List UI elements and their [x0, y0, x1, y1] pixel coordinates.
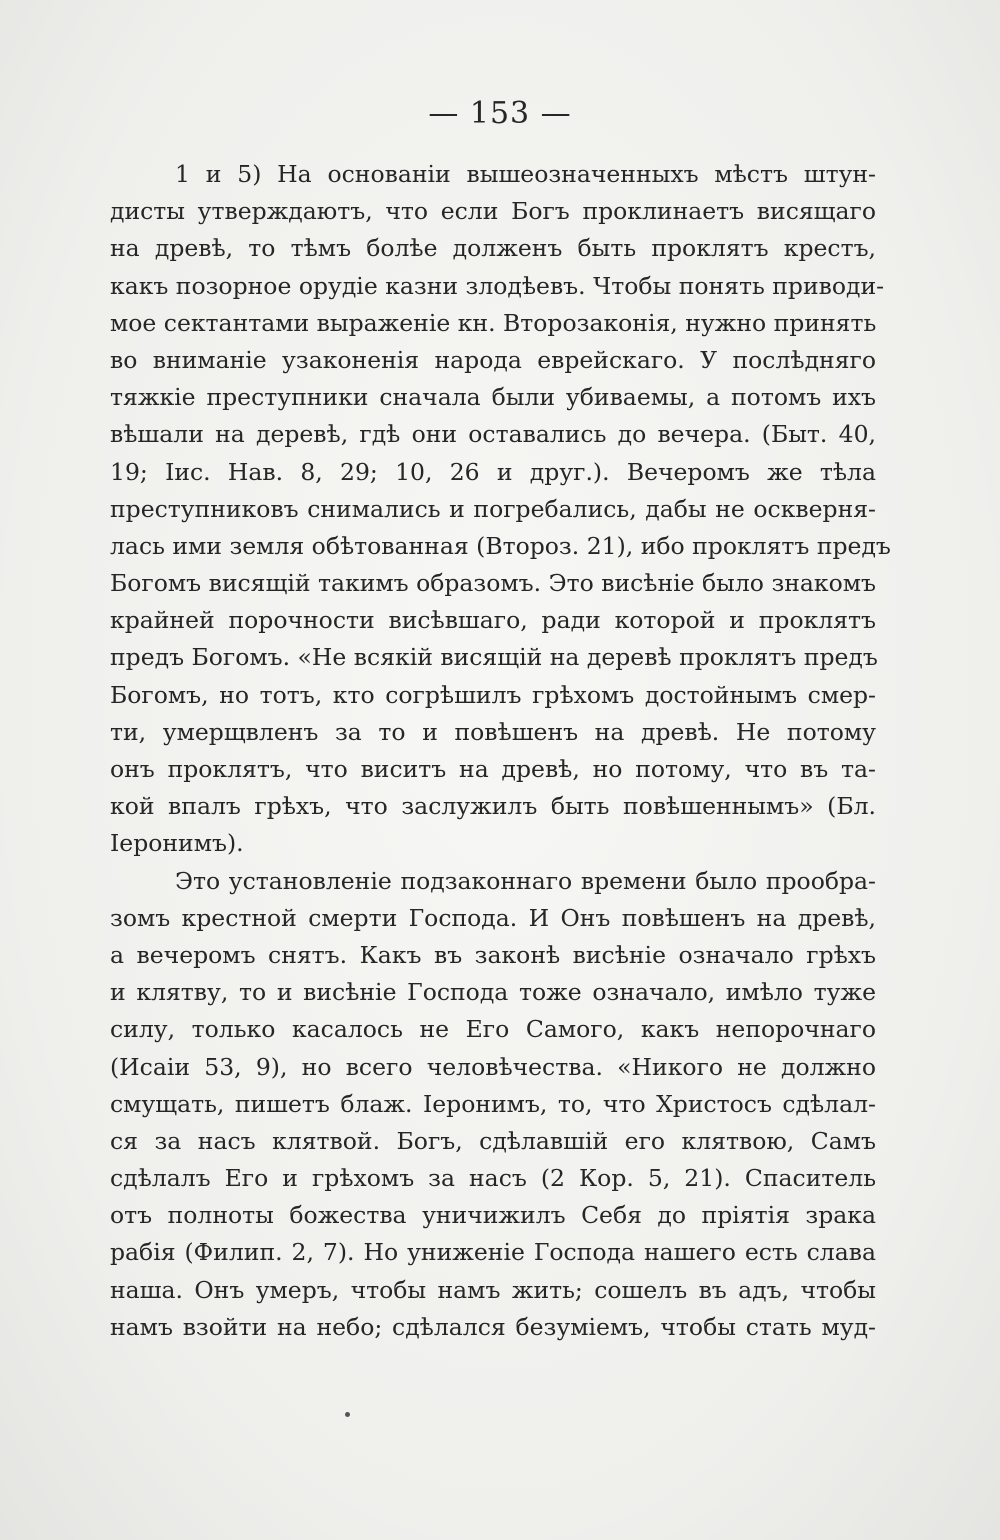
text-line: Это установленіе подзаконнаго времени было прообра- [175, 866, 876, 895]
text-line: (Исаіи 53, 9), но всего человѣчества. «Никого не должно [110, 1052, 876, 1081]
text-line: ся за насъ клятвой. Богъ, сдѣлавшій его клятвою, Самъ [110, 1126, 876, 1155]
text-line: 19; Іис. Нав. 8, 29; 10, 26 и друг.). Вечеромъ же тѣла [110, 457, 876, 486]
text-line: мое сектантами выраженіе кн. Второзаконія, нужно принять [110, 308, 877, 337]
text-line: какъ позорное орудіе казни злодѣевъ. Чтобы понять приводи- [110, 271, 885, 300]
text-line: вѣшали на деревѣ, гдѣ они оставались до вечера. (Быт. 40, [110, 420, 876, 449]
text-line: лась ими земля обѣтованная (Второз. 21), ибо проклятъ предъ [110, 531, 891, 560]
text-line: Богомъ, но тотъ, кто согрѣшилъ грѣхомъ достойнымъ смер- [110, 680, 876, 709]
text-line: рабія (Филип. 2, 7). Но униженіе Господа нашего есть слава [110, 1238, 876, 1267]
ink-speck [345, 1412, 350, 1417]
text-line: Іеронимъ). [110, 829, 244, 858]
text-line: дисты утверждаютъ, что если Богъ проклинаетъ висящаго [110, 197, 876, 226]
text-line: сдѣлалъ Его и грѣхомъ за насъ (2 Кор. 5, 21). Спаситель [110, 1164, 876, 1193]
text-line: онъ проклятъ, что виситъ на древѣ, но потому, что въ та- [110, 755, 876, 783]
text-line: Богомъ висящій такимъ образомъ. Это висѣніе было знакомъ [110, 569, 876, 598]
text-line: преступниковъ снимались и погребались, дабы не оскверня- [110, 494, 876, 523]
text-line: крайней порочности висѣвшаго, ради которой и проклятъ [110, 606, 876, 635]
body-text [110, 156, 891, 1346]
text-line: во вниманіе узаконенія народа еврейскаго. У послѣдняго [110, 345, 876, 374]
text-line: ти, умерщвленъ за то и повѣшенъ на древѣ. Не потому [110, 717, 876, 746]
text-line: зомъ крестной смерти Господа. И Онъ повѣшенъ на древѣ, [110, 903, 876, 932]
text-line: намъ взойти на небо; сдѣлался безуміемъ, чтобы стать муд- [110, 1312, 876, 1341]
text-line: а вечеромъ снятъ. Какъ въ законѣ висѣніе означало грѣхъ [110, 940, 876, 969]
text-line: отъ полноты божества уничижилъ Себя до пріятія зрака [110, 1201, 876, 1230]
text-line: наша. Онъ умеръ, чтобы намъ жить; сошелъ въ адъ, чтобы [110, 1275, 876, 1304]
text-line: 1 и 5) На основаніи вышеозначенныхъ мѣстъ штун- [175, 160, 876, 188]
text-line: и клятву, то и висѣніе Господа тоже означало, имѣло туже [110, 978, 876, 1007]
text-line: смущать, пишетъ блаж. Іеронимъ, то, что Христосъ сдѣлал- [110, 1089, 876, 1118]
text-line: тяжкіе преступники сначала были убиваемы, а потомъ ихъ [110, 383, 876, 412]
text-line: кой впалъ грѣхъ, что заслужилъ быть повѣшеннымъ» (Бл. [110, 792, 876, 821]
text-line: силу, только касалось не Его Самого, какъ непорочнаго [110, 1015, 876, 1044]
page-number: — 153 — [428, 96, 572, 131]
text-line: предъ Богомъ. «Не всякій висящій на деревѣ проклятъ предъ [110, 643, 878, 672]
text-line: на древѣ, то тѣмъ болѣе долженъ быть проклятъ крестъ, [110, 234, 876, 263]
